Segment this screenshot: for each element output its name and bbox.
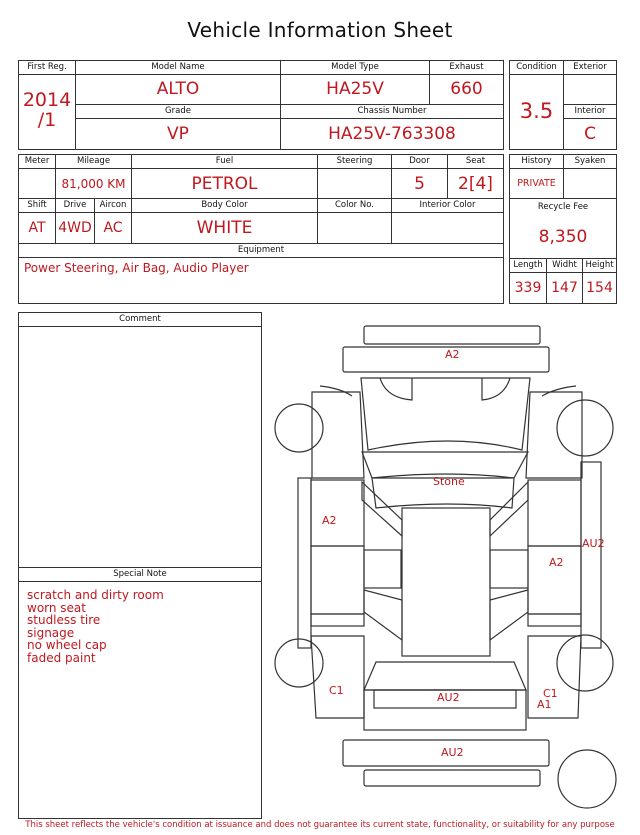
steering-cell: [317, 154, 392, 199]
comment-box: [18, 312, 262, 568]
damage-mark-top-bumper: A2: [445, 348, 460, 361]
right-front-door: [528, 480, 581, 546]
equipment-value: Power Steering, Air Bag, Audio Player: [24, 261, 249, 275]
condition-label: Condition: [510, 61, 563, 75]
color-no-label: Color No.: [318, 199, 391, 213]
special-note-item: signage: [27, 625, 75, 640]
interior-color-cell: [391, 198, 504, 244]
right-rear-wheel: [557, 635, 613, 691]
damage-mark-windshield: Stone: [433, 475, 465, 488]
height-value: 154: [586, 280, 613, 296]
condition-cell: [509, 60, 564, 150]
meter-cell: [18, 154, 56, 199]
syaken-cell: [563, 154, 617, 199]
chassis-number-cell: [280, 104, 504, 150]
door-value: 5: [414, 174, 425, 194]
left-headlight: [380, 378, 412, 400]
model-type-label: Model Type: [281, 61, 429, 75]
chassis-number-value: HA25V-763308: [328, 124, 456, 144]
damage-mark-right-rear-a1: A1: [537, 698, 552, 711]
seat-value: 2[4]: [458, 174, 493, 194]
seat-label: Seat: [448, 155, 503, 169]
right-front-wheel: [557, 400, 613, 456]
history-cell: [509, 154, 564, 199]
recycle-fee-value: 8,350: [538, 227, 588, 247]
body-color-label: Body Color: [132, 199, 317, 213]
rear-window: [364, 662, 526, 690]
recycle-fee-cell: [509, 198, 617, 259]
rear-bumper-lower: [364, 770, 540, 786]
roof: [402, 508, 490, 656]
exhaust-value: 660: [450, 79, 483, 99]
special-note-box: [18, 567, 262, 819]
car-damage-diagram: [270, 320, 625, 820]
special-note-item: faded paint: [27, 650, 96, 665]
right-rocker: [528, 614, 581, 626]
width-value: 147: [551, 280, 578, 296]
length-label: Length: [510, 259, 546, 273]
left-fender-arc: [320, 386, 352, 396]
damage-mark-right-side: AU2: [582, 537, 605, 550]
exterior-label: Exterior: [564, 61, 616, 75]
length-cell: [509, 258, 547, 304]
grade-label: Grade: [76, 105, 280, 119]
damage-mark-left-rear: C1: [329, 684, 344, 697]
color-no-cell: [317, 198, 392, 244]
syaken-label: Syaken: [564, 155, 616, 169]
right-front-fender: [526, 392, 582, 478]
chassis-number-label: Chassis Number: [281, 105, 503, 119]
shift-value: AT: [28, 220, 46, 236]
comment-label: Comment: [19, 313, 261, 327]
width-label: Widht: [547, 259, 582, 273]
drive-cell: [55, 198, 95, 244]
damage-mark-tailgate: AU2: [437, 691, 460, 704]
door-label: Door: [392, 155, 447, 169]
mileage-value: 81,000 KM: [61, 177, 126, 191]
door-cell: [391, 154, 448, 199]
length-value: 339: [514, 280, 542, 296]
aircon-value: AC: [103, 220, 123, 236]
first-reg-month: /1: [37, 109, 57, 131]
special-note-item: no wheel cap: [27, 638, 107, 652]
model-name-value: ALTO: [156, 79, 200, 99]
grade-value: VP: [167, 124, 189, 144]
interior-color-label: Interior Color: [392, 199, 503, 213]
fuel-cell: [131, 154, 318, 199]
special-note-item: scratch and dirty room: [27, 588, 164, 602]
shift-cell: [18, 198, 56, 244]
shift-label: Shift: [19, 199, 55, 213]
body-color-value: WHITE: [196, 218, 253, 238]
equipment-cell: [18, 243, 504, 304]
exhaust-label: Exhaust: [430, 61, 503, 75]
height-label: Height: [583, 259, 616, 273]
fuel-label: Fuel: [132, 155, 317, 169]
damage-mark-right-rear-door: A2: [549, 556, 564, 569]
drive-value: 4WD: [58, 220, 92, 236]
damage-mark-right-rear-c1: C1: [543, 687, 558, 700]
spare-wheel: [558, 750, 616, 808]
interior-cell: [563, 104, 617, 150]
height-cell: [582, 258, 617, 304]
left-front-wheel: [275, 404, 323, 452]
special-note-label: Special Note: [19, 568, 261, 582]
aircon-label: Aircon: [95, 199, 131, 213]
aircon-cell: [94, 198, 132, 244]
first-reg-cell: [18, 60, 76, 150]
special-note-item: worn seat: [27, 600, 86, 615]
exterior-cell: [563, 60, 617, 105]
disclaimer-footer: This sheet reflects the vehicle's condition at issuance and does not guarantee its current state, functionality, or suitability for any purpose: [25, 820, 615, 830]
special-note-list: [19, 582, 261, 671]
model-name-label: Model Name: [76, 61, 280, 75]
first-reg-year: 2014: [22, 89, 72, 111]
model-type-value: HA25V: [326, 79, 384, 99]
recycle-fee-label: Recycle Fee: [537, 202, 589, 212]
front-bumper-upper: [364, 326, 540, 344]
model-name-cell: [75, 60, 281, 105]
damage-mark-left-front-door: A2: [322, 514, 337, 527]
left-front-fender: [312, 392, 364, 478]
damage-mark-rear-bumper: AU2: [441, 746, 464, 759]
mileage-label: Mileage: [56, 155, 131, 169]
right-side-strip: [581, 462, 601, 648]
right-fender-arc: [542, 386, 576, 396]
first-reg-label: First Reg.: [19, 61, 75, 75]
history-value: PRIVATE: [517, 178, 556, 189]
left-front-door: [311, 480, 364, 546]
left-a-pillar: [362, 482, 402, 536]
meter-label: Meter: [19, 155, 55, 169]
left-rocker: [311, 614, 364, 626]
fuel-value: PETROL: [191, 174, 258, 194]
left-c-pillar: [364, 590, 402, 640]
right-headlight: [482, 378, 510, 400]
interior-label: Interior: [564, 105, 616, 119]
drive-label: Drive: [56, 199, 94, 213]
width-cell: [546, 258, 583, 304]
grade-cell: [75, 104, 281, 150]
model-type-cell: [280, 60, 430, 105]
interior-value: C: [584, 124, 596, 144]
steering-label: Steering: [318, 155, 391, 169]
left-rear-door: [311, 546, 364, 614]
right-a-pillar: [490, 482, 528, 536]
special-note-item: studless tire: [27, 613, 101, 627]
left-side-strip: [298, 478, 311, 648]
equipment-label: Equipment: [19, 244, 503, 258]
left-window-rear: [364, 550, 401, 588]
exhaust-cell: [429, 60, 504, 105]
mileage-cell: [55, 154, 132, 199]
right-rear-quarter: [528, 636, 581, 718]
left-rear-wheel: [275, 639, 323, 687]
seat-cell: [447, 154, 504, 199]
right-window-rear: [490, 550, 528, 588]
body-color-cell: [131, 198, 318, 244]
page-title: Vehicle Information Sheet: [187, 18, 453, 42]
history-label: History: [510, 155, 563, 169]
right-c-pillar: [490, 590, 528, 640]
condition-value: 3.5: [519, 99, 554, 123]
